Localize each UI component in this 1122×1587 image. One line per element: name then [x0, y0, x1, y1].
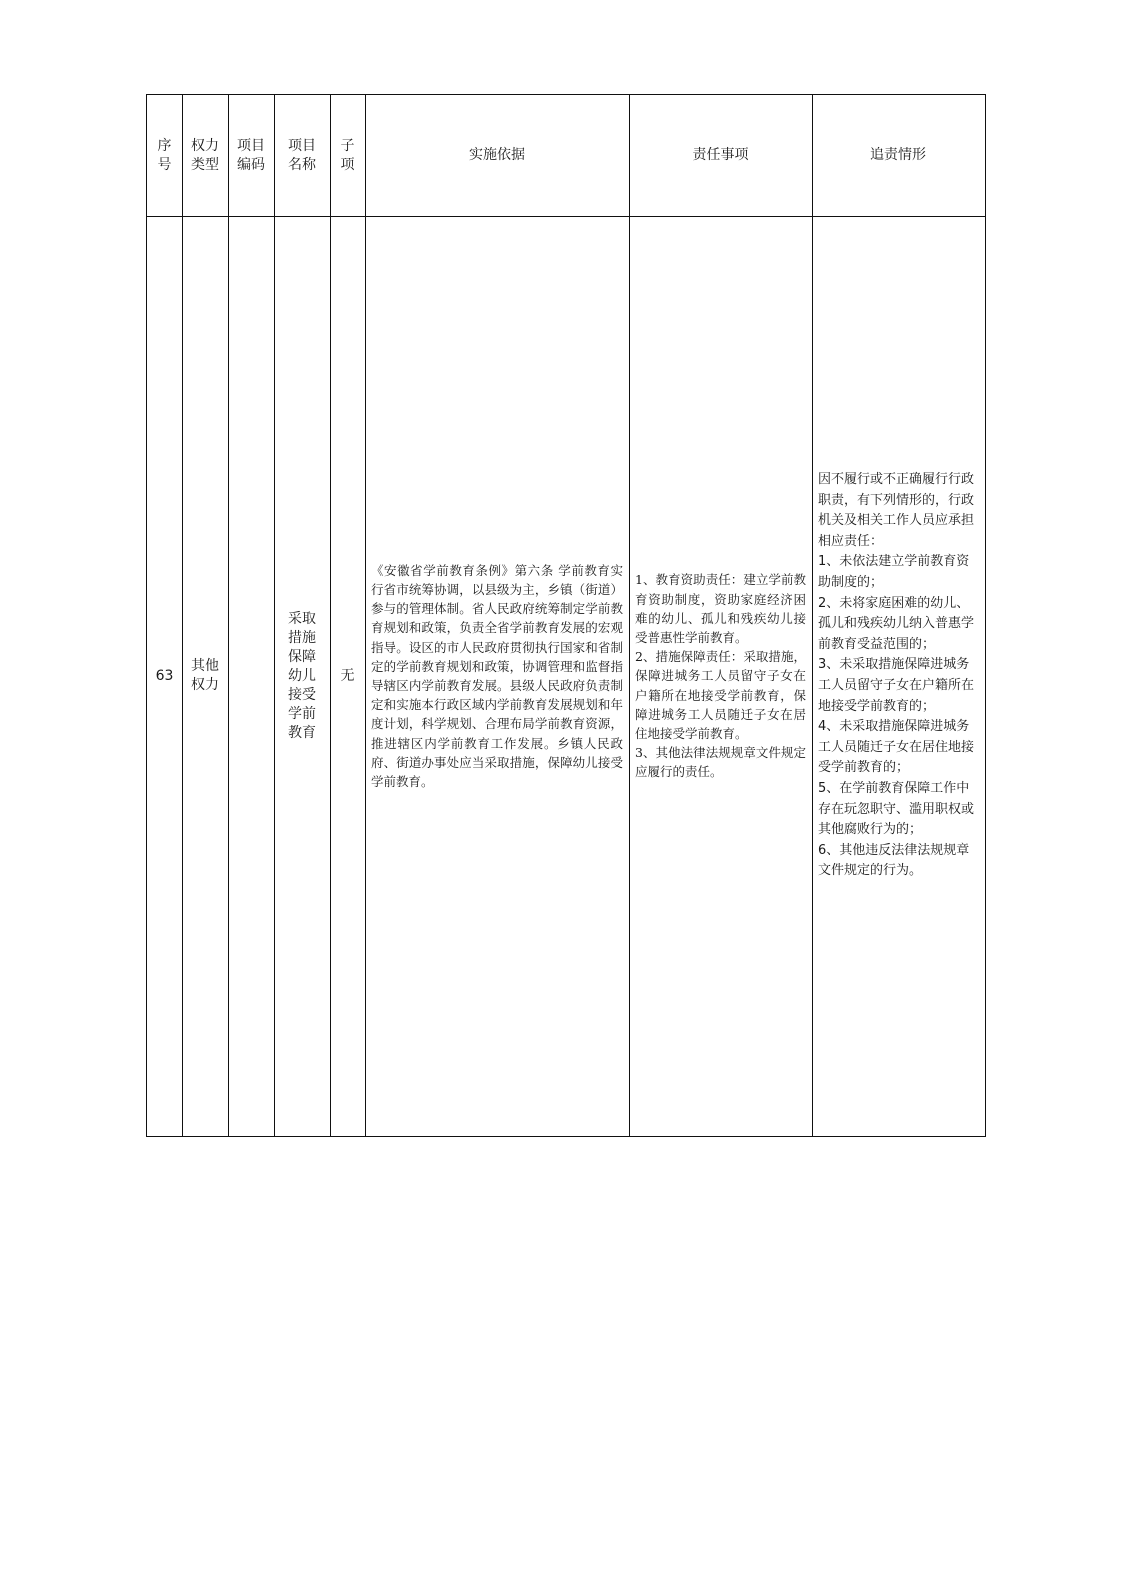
cell-accountability: [812, 216, 984, 1136]
accountability-intro: 因不履行或不正确履行行政职责，有下列情形的，行政机关及相关工作人员应承担相应责任：: [818, 472, 975, 549]
accountability-item: 1、未依法建立学前教育资助制度的；: [818, 554, 970, 591]
accountability-item: 3、未采取措施保障进城务工人员留守子女在户籍所在地接受学前教育的；: [818, 657, 975, 714]
header-item-name: 项目 名称: [288, 137, 316, 173]
responsibility-item: 2、措施保障责任：采取措施，保障进城务工人员留守子女在户籍所在地接受学前教育，保障进城务工人员随迁子女在居住地接受学前教育。: [635, 649, 806, 741]
responsibility-list: [629, 570, 812, 781]
header-basis: 实施依据: [469, 147, 525, 163]
cell-responsibility: [629, 216, 812, 1136]
accountability-item: 2、未将家庭困难的幼儿、孤儿和残疾幼儿纳入普惠学前教育受益范围的；: [818, 595, 975, 652]
header-power-type: 权力 类型: [191, 137, 219, 173]
cell-sub-item: 无: [340, 667, 355, 684]
cell-seq: 63: [155, 667, 174, 684]
header-seq: 序 号: [157, 137, 172, 173]
header-sub-item: 子 项: [340, 137, 355, 173]
responsibility-table: [146, 94, 986, 1137]
cell-basis: [365, 216, 629, 1136]
cell-item-name: 采取 措施 保障 幼儿 接受 学前 教育: [288, 610, 316, 741]
header-item-code: 项目 编码: [237, 137, 265, 173]
cell-power-type: 其他 权力: [191, 658, 219, 693]
header-responsibility: 责任事项: [692, 147, 749, 163]
accountability-list: [812, 470, 984, 882]
cell-item-code: [228, 216, 274, 1136]
header-accountability: 追责情形: [870, 147, 926, 163]
responsibility-item: 1、教育资助责任：建立学前教育资助制度，资助家庭经济困难的幼儿、孤儿和残疾幼儿接受普惠性学前教育。: [635, 572, 806, 645]
accountability-item: 6、其他违反法律法规规章文件规定的行为。: [818, 842, 970, 879]
accountability-item: 5、在学前教育保障工作中存在玩忽职守、滥用职权或其他腐败行为的；: [818, 780, 975, 838]
responsibility-item: 3、其他法律法规规章文件规定应履行的责任。: [635, 745, 806, 780]
accountability-item: 4、未采取措施保障进城务工人员随迁子女在居住地接受学前教育的；: [818, 719, 975, 776]
basis-text: 《安徽省学前教育条例》第六条 学前教育实行省市统筹协调，以县级为主，乡镇（街道）参与的管理体制。省人民政府统筹制定学前教育规划和政策，负责全省学前教育发展的宏观指导。设区的市人民政府贯彻执行国家和省制定的学前教育规划和政策，协调管理和监督指导辖区内学前教育发展。县级人民政府负责制定和实施本行政区域内学前教育发展规划和年度计划，科学规划、合理布局学前教育资源，推进辖区内学前教育工作发展。乡镇人民政府、街道办事处应当采取措施，保障幼儿接受学前教育。: [371, 562, 623, 790]
